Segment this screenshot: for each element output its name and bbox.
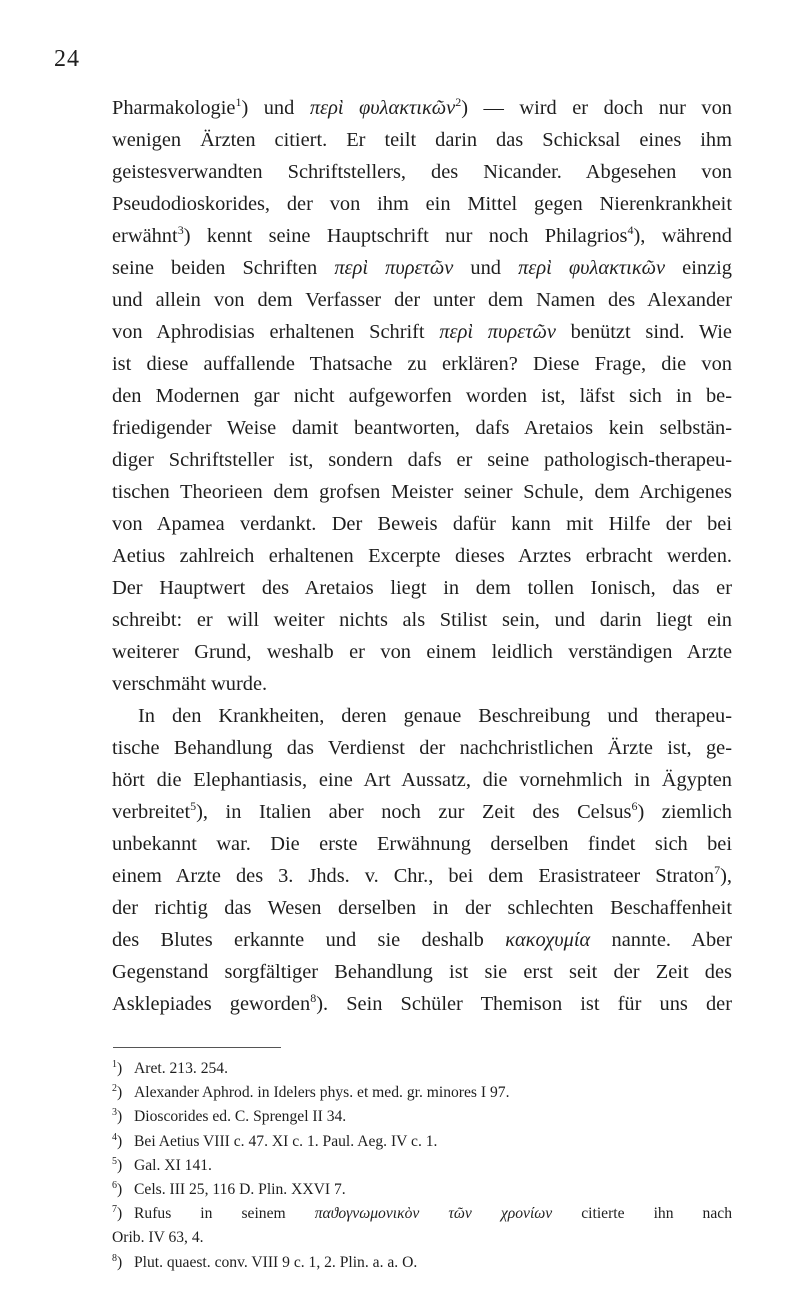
text-line: von Aphrodisias erhaltenen Schrift περὶ πυρετῶν benützt sind. Wie: [112, 321, 732, 343]
footnote-ref[interactable]: 4: [627, 223, 634, 237]
text-line: unbekannt war. Die erste Erwähnung derselben findet sich bei: [112, 833, 732, 855]
text-line: der richtig das Wesen derselben in der schlechten Beschaffenheit: [112, 897, 732, 919]
main-text: [112, 92, 732, 1020]
text-line: den Modernen gar nicht aufgeworfen worden ist, läfst sich in be-: [112, 385, 732, 407]
text-line: erwähnt$^3$) kennt seine Hauptschrift nur noch Philagrios$^4$), während: [112, 223, 732, 247]
text-line: von Apamea verdankt. Der Beweis dafür kann mit Hilfe der bei: [112, 513, 732, 535]
text-line: seine beiden Schriften περὶ πυρετῶν und περὶ φυλακτικῶν einzig: [112, 257, 732, 279]
text-line: tischen Theorieen dem grofsen Meister seiner Schule, dem Archigenes: [112, 481, 732, 503]
page-number: 24: [54, 46, 80, 72]
footnotes: [112, 1057, 732, 1275]
footnote: $^2$) Alexander Aphrod. in Idelers phys. et med. gr. minores I 97.: [112, 1083, 510, 1102]
text-line: tische Behandlung das Verdienst der nachchristlichen Ärzte ist, ge-: [112, 737, 732, 759]
text-line: wenigen Ärzten citiert. Er teilt darin das Schicksal eines ihm: [112, 129, 732, 151]
footnote-divider: [113, 1047, 281, 1048]
text-line: Pseudodioskorides, der von ihm ein Mittel gegen Nierenkrankheit: [112, 193, 732, 215]
text-line: Asklepiades geworden$^8$). Sein Schüler Themison ist für uns der: [112, 991, 732, 1015]
footnote-ref[interactable]: 5: [190, 799, 197, 813]
footnote: $^7$) Rufus in seinem παϑογνωμονικὸν τῶν χρονίων citierte ihn nach: [112, 1204, 732, 1223]
text-line: und allein von dem Verfasser der unter dem Namen des Alexander: [112, 289, 732, 311]
footnote: $^4$) Bei Aetius VIII c. 47. XI c. 1. Paul. Aeg. IV c. 1.: [112, 1131, 438, 1150]
footnote-ref[interactable]: 6: [631, 799, 638, 813]
text-line: Aetius zahlreich erhaltenen Excerpte dieses Arztes erbracht werden.: [112, 545, 732, 567]
text-line: hört die Elephantiasis, eine Art Aussatz, die vornehmlich in Ägypten: [112, 769, 732, 791]
footnote-ref[interactable]: 3: [177, 223, 184, 237]
footnote-ref[interactable]: 8: [310, 991, 317, 1005]
text-line: Pharmakologie$^1$) und περὶ φυλακτικῶν$^2$) — wird er doch nur von: [112, 95, 732, 119]
text-line: verbreitet$^5$), in Italien aber noch zur Zeit des Celsus$^6$) ziemlich: [112, 799, 732, 823]
footnote-ref[interactable]: 7: [714, 863, 721, 877]
text-line: verschmäht wurde.: [112, 673, 268, 695]
footnote: $^6$) Cels. III 25, 116 D. Plin. XXVI 7.: [112, 1180, 346, 1199]
text-line: ist diese auffallende Thatsache zu erklären? Diese Frage, die von: [112, 353, 732, 375]
footnote: $^8$) Plut. quaest. conv. VIII 9 c. 1, 2. Plin. a. a. O.: [112, 1252, 418, 1271]
footnote-continuation: Orib. IV 63, 4.: [112, 1229, 204, 1247]
text-line: friedigender Weise damit beantworten, dafs Aretaios kein selbstän-: [112, 417, 732, 439]
text-line: Gegenstand sorgfältiger Behandlung ist sie erst seit der Zeit des: [112, 961, 732, 983]
text-line: weiterer Grund, weshalb er von einem leidlich verständigen Arzte: [112, 641, 732, 663]
footnote: $^5$) Gal. XI 141.: [112, 1155, 212, 1174]
text-line: diger Schriftsteller ist, sondern dafs er seine pathologisch-therapeu-: [112, 449, 732, 471]
footnote-ref[interactable]: 2: [455, 95, 462, 109]
text-line: einem Arzte des 3. Jhds. v. Chr., bei dem Erasistrateer Straton$^7$),: [112, 863, 732, 887]
text-line: geistesverwandten Schriftstellers, des Nicander. Abgesehen von: [112, 161, 732, 183]
text-line: In den Krankheiten, deren genaue Beschreibung und therapeu-: [138, 705, 732, 727]
text-line: Der Hauptwert des Aretaios liegt in dem tollen Ionisch, das er: [112, 577, 732, 599]
footnote: $^1$) Aret. 213. 254.: [112, 1059, 228, 1077]
footnote-ref[interactable]: 1: [235, 95, 242, 109]
text-line: schreibt: er will weiter nichts als Stilist sein, und darin liegt ein: [112, 609, 732, 631]
text-line: des Blutes erkannte und sie deshalb κακοχυμία nannte. Aber: [112, 929, 732, 951]
footnote: $^3$) Dioscorides ed. C. Sprengel II 34.: [112, 1107, 347, 1126]
